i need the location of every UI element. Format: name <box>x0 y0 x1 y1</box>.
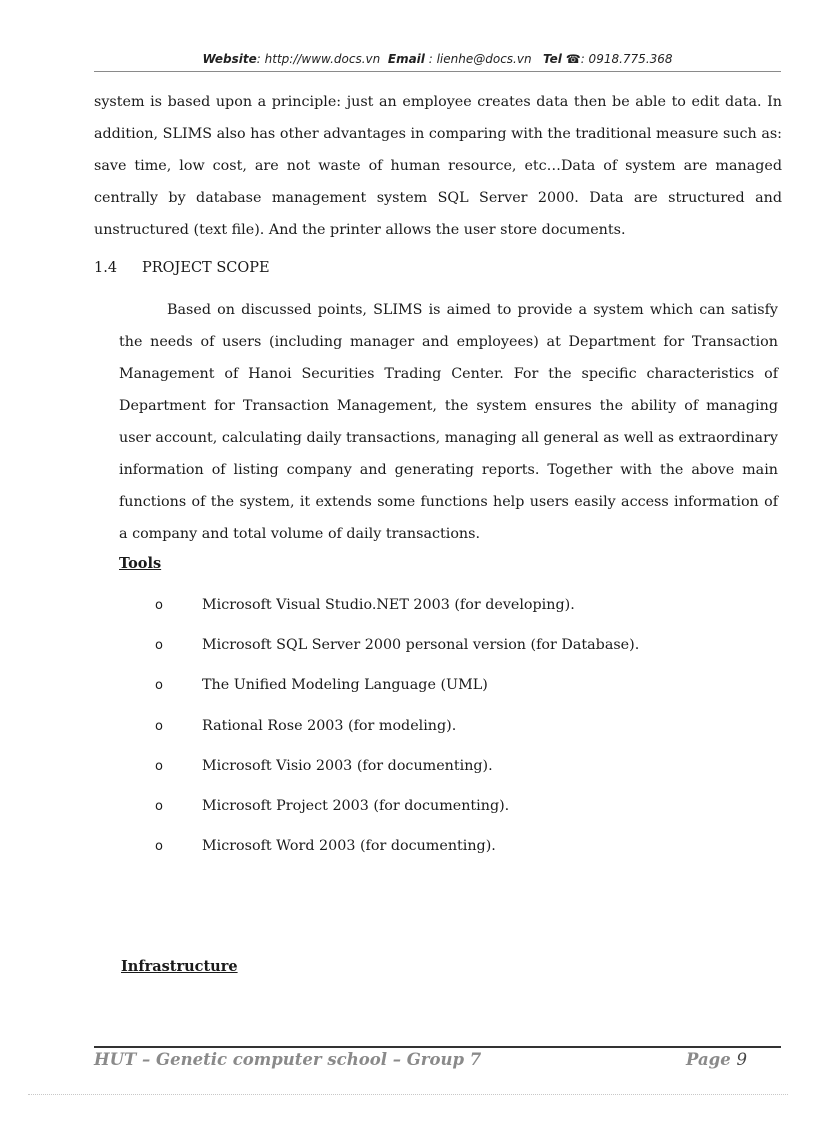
tool-text: Microsoft Visio 2003 (for documenting). <box>202 757 493 774</box>
page-header <box>94 50 781 72</box>
section-heading <box>94 256 270 280</box>
tools-list <box>155 590 639 871</box>
bullet-icon: o <box>155 798 163 814</box>
bullet-icon: o <box>155 598 163 613</box>
bullet-icon: o <box>155 758 163 774</box>
list-item <box>155 590 639 630</box>
list-item <box>155 791 639 831</box>
tel-label: Tel <box>543 52 562 66</box>
footer-page <box>686 1050 747 1069</box>
email-label: Email <box>387 52 425 66</box>
tool-text: Microsoft Word 2003 (for documenting). <box>202 838 496 855</box>
section-title: PROJECT SCOPE <box>142 260 270 276</box>
list-item <box>155 751 639 791</box>
website-label: Website <box>202 52 257 66</box>
paragraph-project-scope: Based on discussed points, SLIMS is aimed to provide a system which can satisfy the needs of users (including manager and employees) at Department for Transaction Management of Hanoi Securities Trading Center. For the specific characteristics of Department for Transaction Management, the system ensures the ability of managing user account, calculating daily transactions, managing all general as well as extraordinary information of listing company and generating reports. Together with the above main functions of the system, it extends some functions help users easily access information of a company and total volume of daily transactions. <box>119 302 778 542</box>
bullet-icon: o <box>155 678 163 694</box>
list-item <box>155 711 639 751</box>
tool-text: The Unified Modeling Language (UML) <box>202 677 488 694</box>
section-number: 1.4 <box>94 260 118 276</box>
list-item <box>155 831 639 871</box>
tel-value: : 0918.775.368 <box>580 52 673 66</box>
list-item <box>155 670 639 710</box>
bullet-icon: o <box>155 839 163 855</box>
email-value: : lienhe@docs.vn <box>428 52 532 66</box>
page-number: 9 <box>736 1050 747 1069</box>
tool-text: Microsoft SQL Server 2000 personal version (for Database). <box>202 637 640 654</box>
tools-heading: Tools <box>119 555 162 572</box>
tool-text: Microsoft Project 2003 (for documenting). <box>202 797 510 814</box>
page-label: Page <box>686 1050 731 1069</box>
infrastructure-heading: Infrastructure <box>121 958 238 975</box>
page-bottom-divider <box>28 1094 788 1095</box>
bullet-icon: o <box>155 638 163 654</box>
bullet-icon: o <box>155 718 163 734</box>
paragraph-continuation: system is based upon a principle: just an employee creates data then be able to edit data. In addition, SLIMS also has other advantages in comparing with the traditional measure such as: save time, low cost, are not waste of human resource, etc…Data of system are managed centrally by database management system SQL Server 2000. Data are structured and unstructured (text file). And the printer allows the user store documents. <box>94 94 782 238</box>
tool-text: Microsoft Visual Studio.NET 2003 (for developing). <box>202 597 575 613</box>
website-value: : http://www.docs.vn <box>256 52 381 66</box>
footer-divider <box>94 1046 781 1048</box>
footer-title: HUT – Genetic computer school – Group 7 <box>94 1050 482 1069</box>
telephone-icon: ☎ <box>565 52 581 66</box>
tool-text: Rational Rose 2003 (for modeling). <box>202 717 457 734</box>
list-item <box>155 630 639 670</box>
